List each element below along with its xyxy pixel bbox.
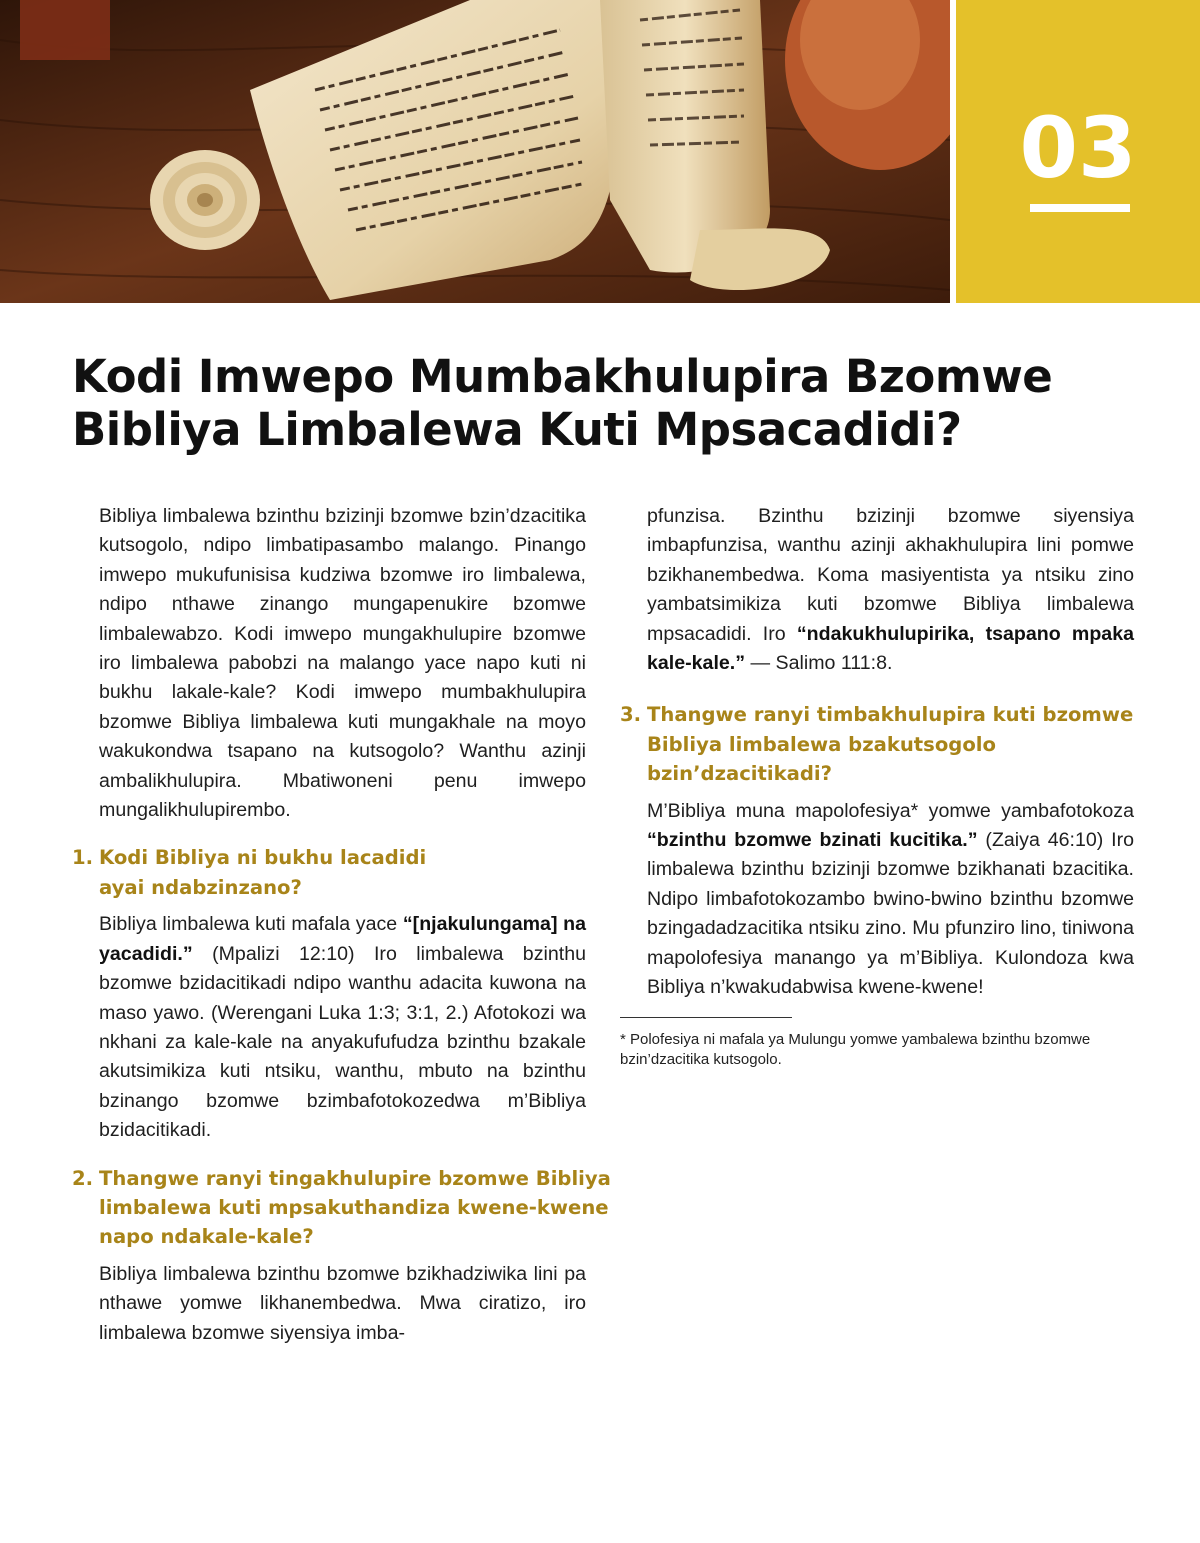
- scroll-illustration: [0, 0, 950, 303]
- title-line-2: Bibliya Limbalewa Kuti Mpsacadidi?: [72, 403, 962, 456]
- answer-3-quote: “bzinthu bzomwe bzinati kucitika.”: [647, 829, 978, 852]
- answer-2-quote: “ndakukhulupirika, tsapano mpaka kale-kale.”: [647, 622, 1134, 675]
- question-3: [620, 700, 1134, 788]
- question-2: [72, 1164, 611, 1252]
- badge-underline: [1030, 204, 1130, 212]
- footnote-divider: [620, 1017, 792, 1018]
- lesson-number: 03: [1019, 99, 1137, 197]
- right-column: [620, 502, 1134, 1070]
- question-2-text: Thangwe ranyi tingakhulupire bzomwe Bibliya limbalewa kuti mpsakuthandiza kwene-kwene napo ndakale-kale?: [99, 1166, 611, 1249]
- question-1-text: Kodi Bibliya ni bukhu lacadidi ayai ndabzinzano?: [99, 846, 427, 899]
- question-3-number: 3.: [620, 703, 642, 727]
- header-photo: [0, 0, 950, 303]
- answer-2-paragraph-start: Bibliya limbalewa bzinthu bzomwe bzikhadziwika lini pa nthawe yomwe likhanembedwa. Mwa ciratizo, iro limbalewa bzomwe siyensiya imba-: [99, 1262, 586, 1344]
- rolled-scroll: [150, 150, 260, 250]
- answer-3-paragraph: M’Bibliya muna mapolofesiya* yomwe yambafotokoza “bzinthu bzomwe bzinati kucitika.” (Zaiya 46:10) Iro limbalewa bzinthu bzizinji bzomwe bzikhanati bzacitika. Ndipo limbafotokozambo bwino-bwino bzinthu bzomwe bzingadadzacitika ntsiku zino. Mu pfunziro lino, tiniwona mapolofesiya manango ya m’Bibliya. Kulondoza kwa Bibliya n’kwakudabwisa kwene-kwene!: [647, 799, 1134, 999]
- answer-1-quote: “[njakulungama] na yacadidi.”: [99, 913, 586, 965]
- footnote: * Polofesiya ni mafala ya Mulungu yomwe yambalewa bzinthu bzomwe bzin’dzacitika kutsogolo.: [620, 1030, 1091, 1068]
- question-1-number: 1.: [72, 846, 94, 870]
- answer-1-paragraph: Bibliya limbalewa kuti mafala yace “[njakulungama] na yacadidi.” (Mpalizi 12:10) Iro limbalewa bzinthu bzomwe bzidacitikadi ndipo wanthu adacita kuwona na maso yawo. (Werengani Luka 1:3; 3:1, 2.) Afotokozi wa nkhani za kale-kale na anyakufufudza bzinthu bzakale akutsimikiza kuti ntsiku, wanthu, mbuto na bzinthu bzinango bzomwe bzimbafotokozedwa m’Bibliya bzidacitikadi.: [99, 913, 586, 1142]
- jar-shape: [20, 0, 110, 60]
- left-column: [72, 502, 611, 1348]
- question-3-text: Thangwe ranyi timbakhulupira kuti bzomwe Bibliya limbalewa bzakutsogolo bzin’dzacitikadi?: [647, 703, 1134, 786]
- intro-paragraph: Bibliya limbalewa bzinthu bzizinji bzomwe bzin’dzacitika kutsogolo, ndipo limbatipasambo malango. Pinango imwepo mukufunisisa kudziwa bzomwe iro limbalewa, ndipo nthawe zinango mungapenukire bzomwe limbalewabzo. Kodi imwepo mungakhulupire bzomwe iro limbalewa pabobzi na malango yace napo kuti ni bukhu lakale-kale? Kodi imwepo mumbakhulupira bzomwe Bibliya limbalewa kuti mungakhale na moyo wakukondwa tsapano na kutsogolo? Wanthu azinji ambalikhulupira. Mbatiwoneni penu imwepo mungalikhulupirembo.: [99, 505, 586, 822]
- question-1: [72, 843, 586, 902]
- page-title: [72, 350, 1152, 456]
- question-2-number: 2.: [72, 1166, 94, 1190]
- title-line-1: Kodi Imwepo Mumbakhulupira Bzomwe: [72, 350, 1053, 403]
- lesson-badge: [956, 0, 1200, 303]
- answer-2-paragraph-continued: pfunzisa. Bzinthu bzizinji bzomwe siyensiya imbapfunzisa, wanthu azinji akhakhulupira lini pomwe bzikhanembedwa. Koma masiyentista ya ntsiku zino yambatsimikiza kuti bzomwe Bibliya limbalewa mpsacadidi. Iro “ndakukhulupirika, tsapano mpaka kale-kale.” — Salimo 111:8.: [647, 505, 1134, 675]
